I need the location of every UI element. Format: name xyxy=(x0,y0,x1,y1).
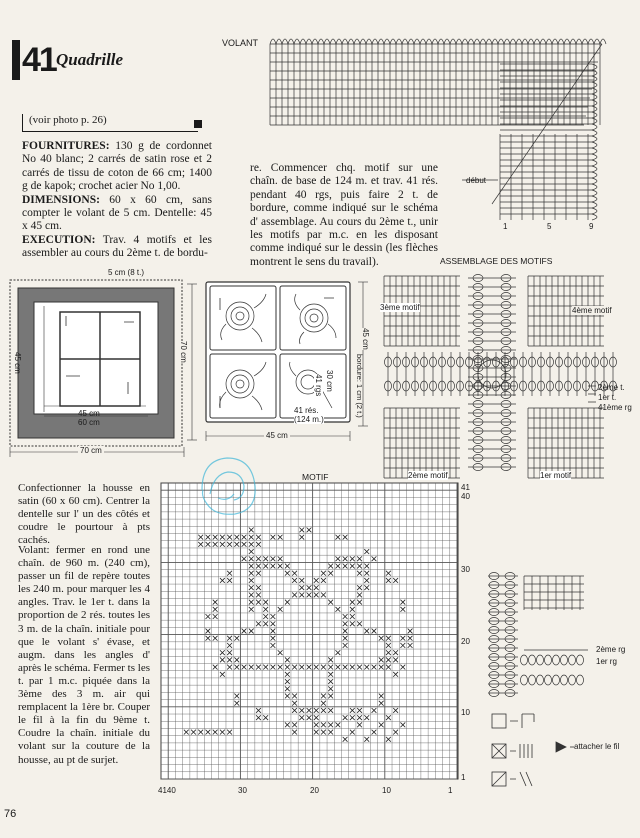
fournitures-label: FOURNITURES: xyxy=(22,140,110,152)
cushion-inner-60: 60 cm xyxy=(78,418,100,427)
motif-title: MOTIF xyxy=(302,472,329,482)
lace-side-70: 70 cm xyxy=(179,341,188,363)
volant-diagram xyxy=(262,30,632,235)
lace-squares-diagram xyxy=(204,280,354,428)
grid-right-41: 41 xyxy=(461,483,470,492)
row-label-41eme: 41ème rg xyxy=(598,403,632,412)
row-label-2eme-rg: 2ème rg xyxy=(596,645,626,654)
motif-2-label: 2ème motif xyxy=(408,471,448,480)
cushion-dim-side: 45 cm xyxy=(13,352,22,374)
grid-bottom-30: 30 xyxy=(238,786,247,795)
grid-bottom-20: 20 xyxy=(310,786,319,795)
dimensions-label: DIMENSIONS: xyxy=(22,193,100,206)
volant-tick-1: 1 xyxy=(503,222,508,231)
grid-bottom-4140: 4140 xyxy=(158,786,176,795)
volant-text: Volant: fermer en rond une chaîn. de 960 m. (240 cm), passer un fil de repère toutes les 240 m. pour marquer les 4 angles. Trav. le 1er t. dans la proportion de 2 rés. toutes les 3 m. de la chaîn. initiale pour que le volant s' évase, et augm. dans les angles d' après le schéma. Fermer ts les t. par 1 m.c. piquée dans la 3ème des 3 m. air qui remplacent la 1ère br. Couper le fil à la fin du 9ème t. Coudre la chaîn. initiale du volant sur la couture de la housse, au pt de surjet. xyxy=(18,544,150,766)
assemblage-title: ASSEMBLAGE DES MOTIFS xyxy=(440,256,553,266)
materials-block xyxy=(22,140,212,261)
execution-text: Trav. 4 motifs et les assembler au cours du 2ème t. de bordu- xyxy=(22,233,212,260)
cushion-bottom-dim: 70 cm xyxy=(80,446,102,455)
lace-41res: 41 rés. xyxy=(294,406,319,415)
dimensions-text: 60 x 60 cm, sans compter le volant de 5 cm. Dentelle: 45 x 45 cm. xyxy=(22,193,212,233)
lace-30cm: 30 cm xyxy=(325,370,334,392)
cover-text: Confectionner la housse en satin (60 x 60 cm). Centrer la dentelle sur l' un des côtés et coudre le pourtour à pts cachés. xyxy=(18,482,150,546)
fournitures-text: 130 g de cordonnet No 40 blanc; 2 carrés de satin rose et 2 carrés de tissu de coton de 66 cm; 1400 g de kapok; crochet acier No 1,00. xyxy=(22,140,212,193)
row-label-1er-t: 1er t. xyxy=(598,393,617,402)
motif-4-label: 4ème motif xyxy=(572,306,612,315)
grid-right-30: 30 xyxy=(461,565,470,574)
grid-bottom-1: 1 xyxy=(448,786,453,795)
row-label-1er-rg: 1er rg xyxy=(596,657,617,666)
lace-side-45: 45 cm xyxy=(361,328,370,350)
assemblage-diagram xyxy=(378,266,640,482)
grid-right-1: 1 xyxy=(461,773,466,782)
volant-tick-5: 5 xyxy=(547,222,552,231)
bordure-label: bordure: 1 cm (2 t.) xyxy=(355,354,364,418)
page-number: 76 xyxy=(4,808,17,820)
edge-detail-diagram xyxy=(484,570,594,700)
motif-grid xyxy=(160,482,460,784)
debut-label: début xyxy=(466,176,487,185)
volant-label: VOLANT xyxy=(222,38,259,48)
stamp-mark xyxy=(192,450,262,520)
legend-attacher: attacher le fil xyxy=(574,742,620,751)
grid-right-10: 10 xyxy=(461,708,470,717)
grid-bottom-10: 10 xyxy=(382,786,391,795)
photo-reference: (voir photo p. 26) xyxy=(22,114,198,132)
page-title: Quadrille xyxy=(56,50,124,69)
cushion-inner-45: 45 cm xyxy=(78,409,100,418)
lace-bottom-45: 45 cm xyxy=(266,431,288,440)
grid-right-20: 20 xyxy=(461,637,470,646)
lace-124m: (124 m.) xyxy=(294,415,324,424)
assembly-text: re. Commencer chq. motif sur une chaîn. de base de 124 m. et trav. 41 rés. pendant 40 rgs, puis faire 2 t. de bordure, comme indiqué sur le schéma d' assemblage. Au cours du 2ème t., unir les motifs par m.c. en les disposant comme indiqué sur le dessin (les flèches montrent le sens du travail). xyxy=(250,162,438,268)
grid-right-40: 40 xyxy=(461,492,470,501)
cushion-diagram xyxy=(8,276,188,456)
motif-3-label: 3ème motif xyxy=(380,303,420,312)
cushion-dim-top: 5 cm (8 t.) xyxy=(108,268,145,277)
volant-tick-9: 9 xyxy=(589,222,594,231)
pattern-number: 41 xyxy=(12,40,52,80)
execution-label: EXECUTION: xyxy=(22,233,96,246)
lace-41rgs: 41 rgs xyxy=(314,374,323,397)
motif-1-label: 1er motif xyxy=(540,471,572,480)
row-label-2eme-t: 2ème t. xyxy=(598,383,625,392)
